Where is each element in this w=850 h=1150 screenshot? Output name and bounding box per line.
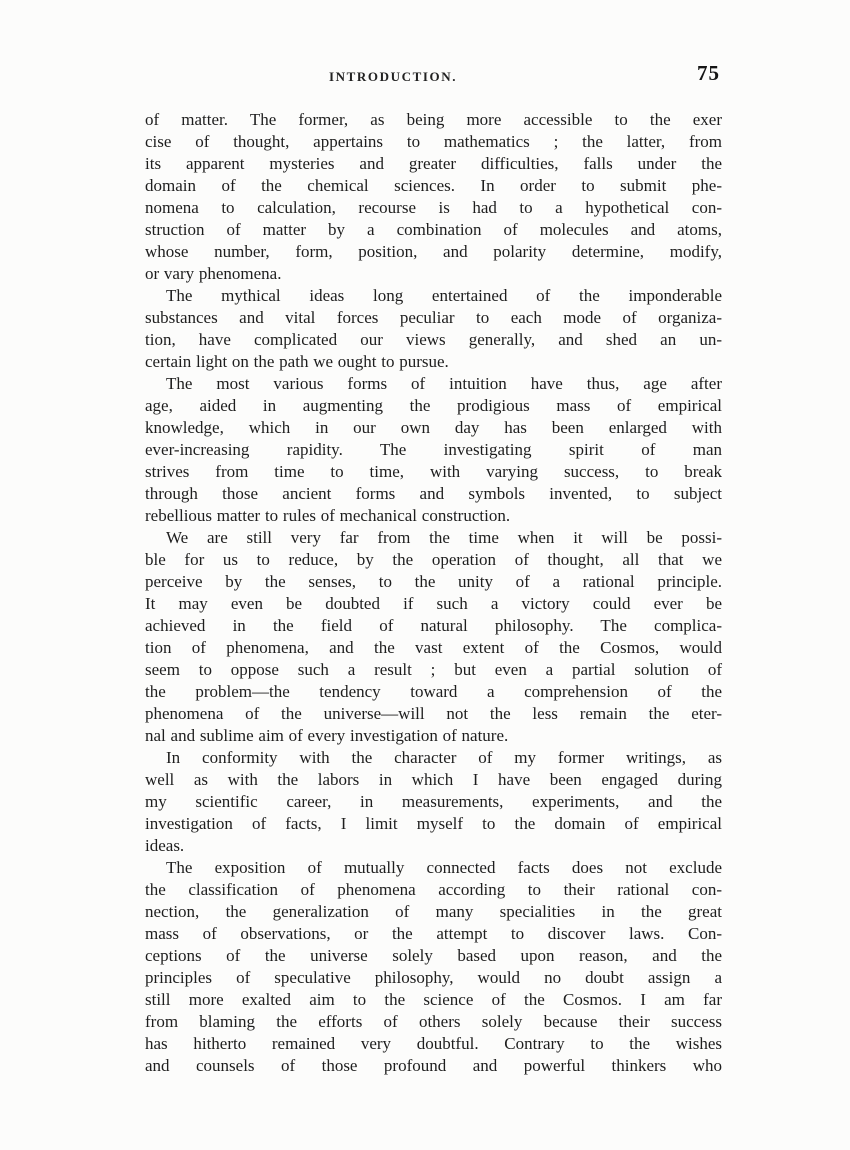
text-line: tion, have complicated our views generally, and shed an un- [145, 330, 722, 349]
text-line: of matter. The former, as being more accessible to the exer [145, 110, 722, 129]
text-line: ceptions of the universe solely based upon reason, and the [145, 946, 722, 965]
text-line: ble for us to reduce, by the operation of thought, all that we [145, 550, 722, 569]
paragraph [145, 285, 722, 373]
text-line: certain light on the path we ought to pursue. [145, 352, 449, 371]
text-line: its apparent mysteries and greater difficulties, falls under the [145, 154, 722, 173]
text-line: the classification of phenomena according to their rational con- [145, 880, 722, 899]
text-line: tion of phenomena, and the vast extent of the Cosmos, would [145, 638, 722, 657]
text-line: cise of thought, appertains to mathematics ; the latter, from [145, 132, 722, 151]
text-line: whose number, form, position, and polarity determine, modify, [145, 242, 722, 261]
text-line: still more exalted aim to the science of the Cosmos. I am far [145, 990, 722, 1009]
text-line: ever-increasing rapidity. The investigating spirit of man [145, 440, 722, 459]
paragraph [145, 747, 722, 857]
text-line: The mythical ideas long entertained of the imponderable [166, 286, 722, 305]
text-line: The exposition of mutually connected facts does not exclude [166, 858, 722, 877]
paragraph [145, 109, 722, 285]
page-number: 75 [697, 61, 720, 85]
text-line: from blaming the efforts of others solely because their success [145, 1012, 722, 1031]
text-line: domain of the chemical sciences. In order to submit phe- [145, 176, 722, 195]
text-line: or vary phenomena. [145, 264, 282, 283]
text-line: age, aided in augmenting the prodigious mass of empirical [145, 396, 722, 415]
text-line: well as with the labors in which I have been engaged during [145, 770, 722, 789]
text-line: through those ancient forms and symbols invented, to subject [145, 484, 722, 503]
paragraph [145, 373, 722, 527]
text-line: my scientific career, in measurements, experiments, and the [145, 792, 722, 811]
paragraph [145, 527, 722, 747]
running-title: INTRODUCTION. [329, 69, 458, 84]
text-line: the problem—the tendency toward a comprehension of the [145, 682, 722, 701]
text-line: perceive by the senses, to the unity of a rational principle. [145, 572, 722, 591]
text-line: mass of observations, or the attempt to discover laws. Con- [145, 924, 722, 943]
text-line: We are still very far from the time when it will be possi- [166, 528, 722, 547]
text-line: ideas. [145, 836, 185, 855]
text-line: strives from time to time, with varying success, to break [145, 462, 722, 481]
text-line: investigation of facts, I limit myself to the domain of empirical [145, 814, 722, 833]
text-line: substances and vital forces peculiar to each mode of organiza- [145, 308, 722, 327]
text-line: rebellious matter to rules of mechanical construction. [145, 506, 511, 525]
page-header [145, 0, 722, 100]
text-line: It may even be doubted if such a victory could ever be [145, 594, 722, 613]
text-line: has hitherto remained very doubtful. Contrary to the wishes [145, 1034, 722, 1053]
text-line: phenomena of the universe—will not the less remain the eter- [145, 704, 722, 723]
text-line: achieved in the field of natural philosophy. The complica- [145, 616, 722, 635]
text-line: struction of matter by a combination of molecules and atoms, [145, 220, 722, 239]
text-line: seem to oppose such a result ; but even a partial solution of [145, 660, 722, 679]
text-line: knowledge, which in our own day has been enlarged with [145, 418, 722, 437]
text-line: nomena to calculation, recourse is had to a hypothetical con- [145, 198, 722, 217]
text-line: principles of speculative philosophy, would no doubt assign a [145, 968, 722, 987]
text-line: The most various forms of intuition have thus, age after [166, 374, 722, 393]
text-line: nection, the generalization of many specialities in the great [145, 902, 722, 921]
paragraph [145, 857, 722, 1077]
text-line: and counsels of those profound and powerful thinkers who [145, 1056, 722, 1075]
text-line: nal and sublime aim of every investigation of nature. [145, 726, 509, 745]
page-body [145, 109, 722, 1077]
text-line: In conformity with the character of my former writings, as [166, 748, 722, 767]
